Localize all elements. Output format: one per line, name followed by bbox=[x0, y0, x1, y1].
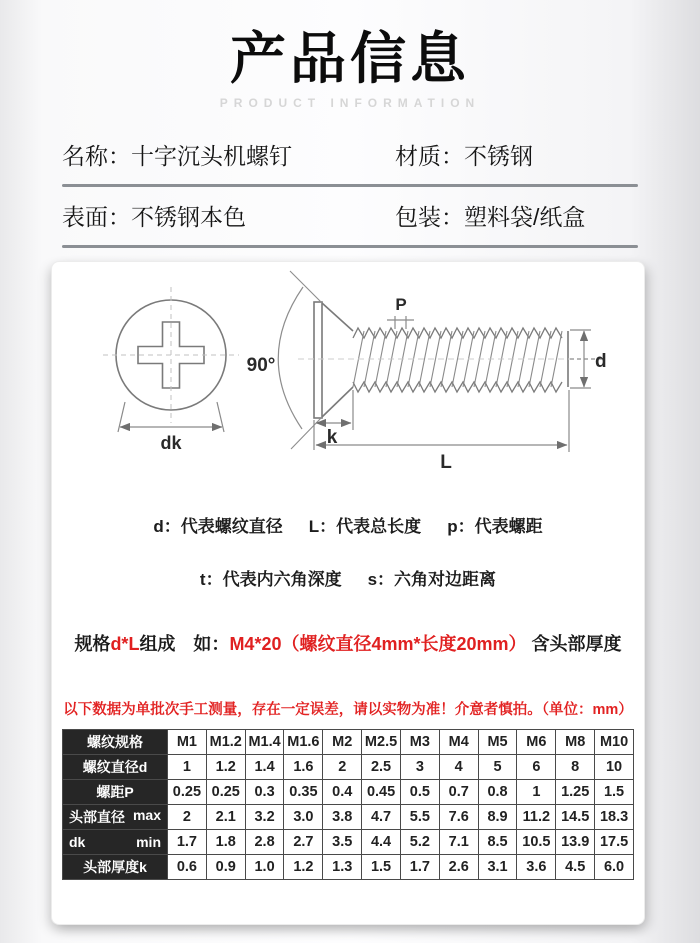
row-label bbox=[64, 857, 166, 877]
detail-label: 包装： bbox=[395, 204, 464, 231]
page-header bbox=[0, 0, 700, 110]
value-cell: 10.5 bbox=[517, 829, 556, 854]
value-cell: M1 bbox=[168, 729, 207, 754]
dimension-legend-line2 bbox=[52, 565, 644, 590]
value-cell: 3.5 bbox=[323, 829, 362, 854]
legend-item: L：代表总长度 bbox=[308, 516, 422, 536]
row-label-part: 头部直径 bbox=[69, 808, 125, 825]
detail-label: 名称： bbox=[62, 143, 131, 170]
value-cell: 4.4 bbox=[362, 829, 401, 854]
value-cell: 8.5 bbox=[478, 829, 517, 854]
spec-card bbox=[52, 262, 644, 924]
value-cell: 1.0 bbox=[245, 854, 284, 879]
row-label-cell bbox=[63, 779, 168, 804]
head-front-view bbox=[103, 287, 239, 423]
value-cell: M3 bbox=[400, 729, 439, 754]
value-cell: M4 bbox=[439, 729, 478, 754]
value-cell: 11.2 bbox=[517, 804, 556, 829]
spec-segment: 含头部厚度 bbox=[526, 633, 622, 654]
value-cell: 5 bbox=[478, 754, 517, 779]
value-cell: 2.5 bbox=[362, 754, 401, 779]
value-cell: 0.4 bbox=[323, 779, 362, 804]
value-cell: 4 bbox=[439, 754, 478, 779]
row-label-part: max bbox=[132, 806, 161, 823]
value-cell: 4.5 bbox=[556, 854, 595, 879]
value-cell: 4.7 bbox=[362, 804, 401, 829]
row-label-cell bbox=[63, 829, 168, 854]
detail-value: 十字沉头机螺钉 bbox=[131, 143, 292, 170]
value-cell: M1.6 bbox=[284, 729, 323, 754]
value-cell: 1.2 bbox=[206, 754, 245, 779]
value-cell: 5.5 bbox=[400, 804, 439, 829]
value-cell: 2.8 bbox=[245, 829, 284, 854]
head-height-label: k bbox=[326, 426, 338, 448]
value-cell: 0.3 bbox=[245, 779, 284, 804]
detail-value: 不锈钢 bbox=[464, 143, 533, 170]
value-cell: 1.7 bbox=[400, 854, 439, 879]
detail-pair bbox=[395, 138, 638, 171]
legend-item: p：代表螺距 bbox=[447, 516, 543, 536]
value-cell: 0.25 bbox=[168, 779, 207, 804]
head-face bbox=[314, 302, 322, 418]
value-cell: 1.6 bbox=[284, 754, 323, 779]
value-cell: 1.5 bbox=[595, 779, 634, 804]
row-label-part: 头部厚度k bbox=[83, 858, 147, 875]
value-cell: 2.1 bbox=[206, 804, 245, 829]
value-cell: 8 bbox=[556, 754, 595, 779]
row-label-part: min bbox=[136, 833, 161, 850]
value-cell: 17.5 bbox=[595, 829, 634, 854]
value-cell: 0.5 bbox=[400, 779, 439, 804]
page-title: 产品信息 bbox=[230, 27, 470, 90]
row-label bbox=[64, 834, 166, 850]
table-row bbox=[63, 779, 634, 804]
value-cell: 7.1 bbox=[439, 829, 478, 854]
row-label-cell bbox=[63, 754, 168, 779]
value-cell: 0.8 bbox=[478, 779, 517, 804]
detail-label: 材质： bbox=[395, 143, 464, 170]
value-cell: 2 bbox=[323, 754, 362, 779]
value-cell: M6 bbox=[517, 729, 556, 754]
value-cell: 0.45 bbox=[362, 779, 401, 804]
legend-item: t：代表内六角深度 bbox=[199, 569, 342, 589]
detail-row bbox=[62, 126, 638, 184]
value-cell: 2.6 bbox=[439, 854, 478, 879]
dk-label: dk bbox=[160, 432, 182, 453]
row-label-part: dk bbox=[69, 833, 86, 850]
product-details bbox=[62, 126, 638, 248]
length-dimension bbox=[316, 390, 569, 452]
diameter-label: d bbox=[595, 350, 607, 372]
row-label-cell bbox=[63, 729, 168, 754]
value-cell: 5.2 bbox=[400, 829, 439, 854]
value-cell: 3.6 bbox=[517, 854, 556, 879]
value-cell: 1.4 bbox=[245, 754, 284, 779]
value-cell: 0.7 bbox=[439, 779, 478, 804]
value-cell: 2 bbox=[168, 804, 207, 829]
value-cell: 1.25 bbox=[556, 779, 595, 804]
table-row bbox=[63, 854, 634, 879]
legend-item: s：六角对边距离 bbox=[367, 569, 497, 589]
legend-item: d：代表螺纹直径 bbox=[153, 516, 283, 536]
spec-segment: 规格 bbox=[74, 633, 111, 654]
spec-segment-red: d*L bbox=[110, 633, 140, 654]
row-label-cell bbox=[63, 854, 168, 879]
row-label bbox=[64, 757, 166, 777]
value-cell: 13.9 bbox=[556, 829, 595, 854]
value-cell: 3.8 bbox=[323, 804, 362, 829]
value-cell: 1 bbox=[517, 779, 556, 804]
value-cell: 1 bbox=[168, 754, 207, 779]
value-cell: M5 bbox=[478, 729, 517, 754]
pitch-label: P bbox=[395, 294, 407, 314]
row-label bbox=[64, 732, 166, 752]
value-cell: M8 bbox=[556, 729, 595, 754]
value-cell: 3 bbox=[400, 754, 439, 779]
value-cell: 18.3 bbox=[595, 804, 634, 829]
value-cell: 3.2 bbox=[245, 804, 284, 829]
angle-label: 90° bbox=[246, 354, 276, 376]
value-cell: M1.4 bbox=[245, 729, 284, 754]
measurement-note: 以下数据为单批次手工测量，存在一定误差，请以实物为准！介意者慎拍。（单位：mm） bbox=[63, 701, 633, 718]
value-cell: M2.5 bbox=[362, 729, 401, 754]
value-cell: M10 bbox=[595, 729, 634, 754]
page-subtitle: PRODUCT INFORMATION bbox=[219, 95, 481, 110]
detail-label: 表面： bbox=[62, 204, 131, 231]
row-label-part: 螺纹直径d bbox=[82, 758, 148, 775]
centerlines bbox=[103, 287, 239, 423]
value-cell: 14.5 bbox=[556, 804, 595, 829]
value-cell: M1.2 bbox=[206, 729, 245, 754]
value-cell: 2.7 bbox=[284, 829, 323, 854]
table-row bbox=[63, 829, 634, 854]
row-label-part: 螺纹规格 bbox=[87, 733, 143, 750]
value-cell: 6 bbox=[517, 754, 556, 779]
value-cell: 3.0 bbox=[284, 804, 323, 829]
value-cell: 1.3 bbox=[323, 854, 362, 879]
detail-pair bbox=[395, 199, 638, 232]
row-label-part: 螺距P bbox=[96, 783, 134, 800]
value-cell: 3.1 bbox=[478, 854, 517, 879]
detail-row bbox=[62, 187, 638, 245]
value-cell: 10 bbox=[595, 754, 634, 779]
angle-arc bbox=[278, 287, 303, 429]
length-label: L bbox=[440, 451, 452, 473]
spec-format-line bbox=[52, 630, 644, 656]
detail-value: 不锈钢本色 bbox=[131, 204, 246, 231]
screw-dimension-diagram bbox=[53, 268, 643, 494]
spec-segment-red: M4*20（螺纹直径4mm*长度20mm） bbox=[229, 633, 527, 654]
value-cell: 0.25 bbox=[206, 779, 245, 804]
row-label bbox=[64, 807, 166, 827]
table-row bbox=[63, 729, 634, 754]
value-cell: 1.7 bbox=[168, 829, 207, 854]
dimension-legend-line1 bbox=[52, 512, 644, 537]
value-cell: 1.8 bbox=[206, 829, 245, 854]
value-cell: 8.9 bbox=[478, 804, 517, 829]
value-cell: 1.2 bbox=[284, 854, 323, 879]
value-cell: 6.0 bbox=[595, 854, 634, 879]
detail-value: 塑料袋/纸盒 bbox=[464, 204, 586, 231]
value-cell: 0.9 bbox=[206, 854, 245, 879]
screw-side-view bbox=[278, 271, 580, 449]
value-cell: 1.5 bbox=[362, 854, 401, 879]
table-row bbox=[63, 754, 634, 779]
spec-segment: 组成 如： bbox=[139, 633, 230, 654]
value-cell: 0.35 bbox=[284, 779, 323, 804]
spec-table bbox=[62, 729, 634, 880]
table-row bbox=[63, 804, 634, 829]
value-cell: 7.6 bbox=[439, 804, 478, 829]
detail-pair bbox=[62, 199, 395, 232]
detail-pair bbox=[62, 138, 395, 171]
value-cell: M2 bbox=[323, 729, 362, 754]
row-label bbox=[64, 782, 166, 802]
value-cell: 0.6 bbox=[168, 854, 207, 879]
divider-line bbox=[62, 245, 638, 248]
row-label-cell bbox=[63, 804, 168, 829]
